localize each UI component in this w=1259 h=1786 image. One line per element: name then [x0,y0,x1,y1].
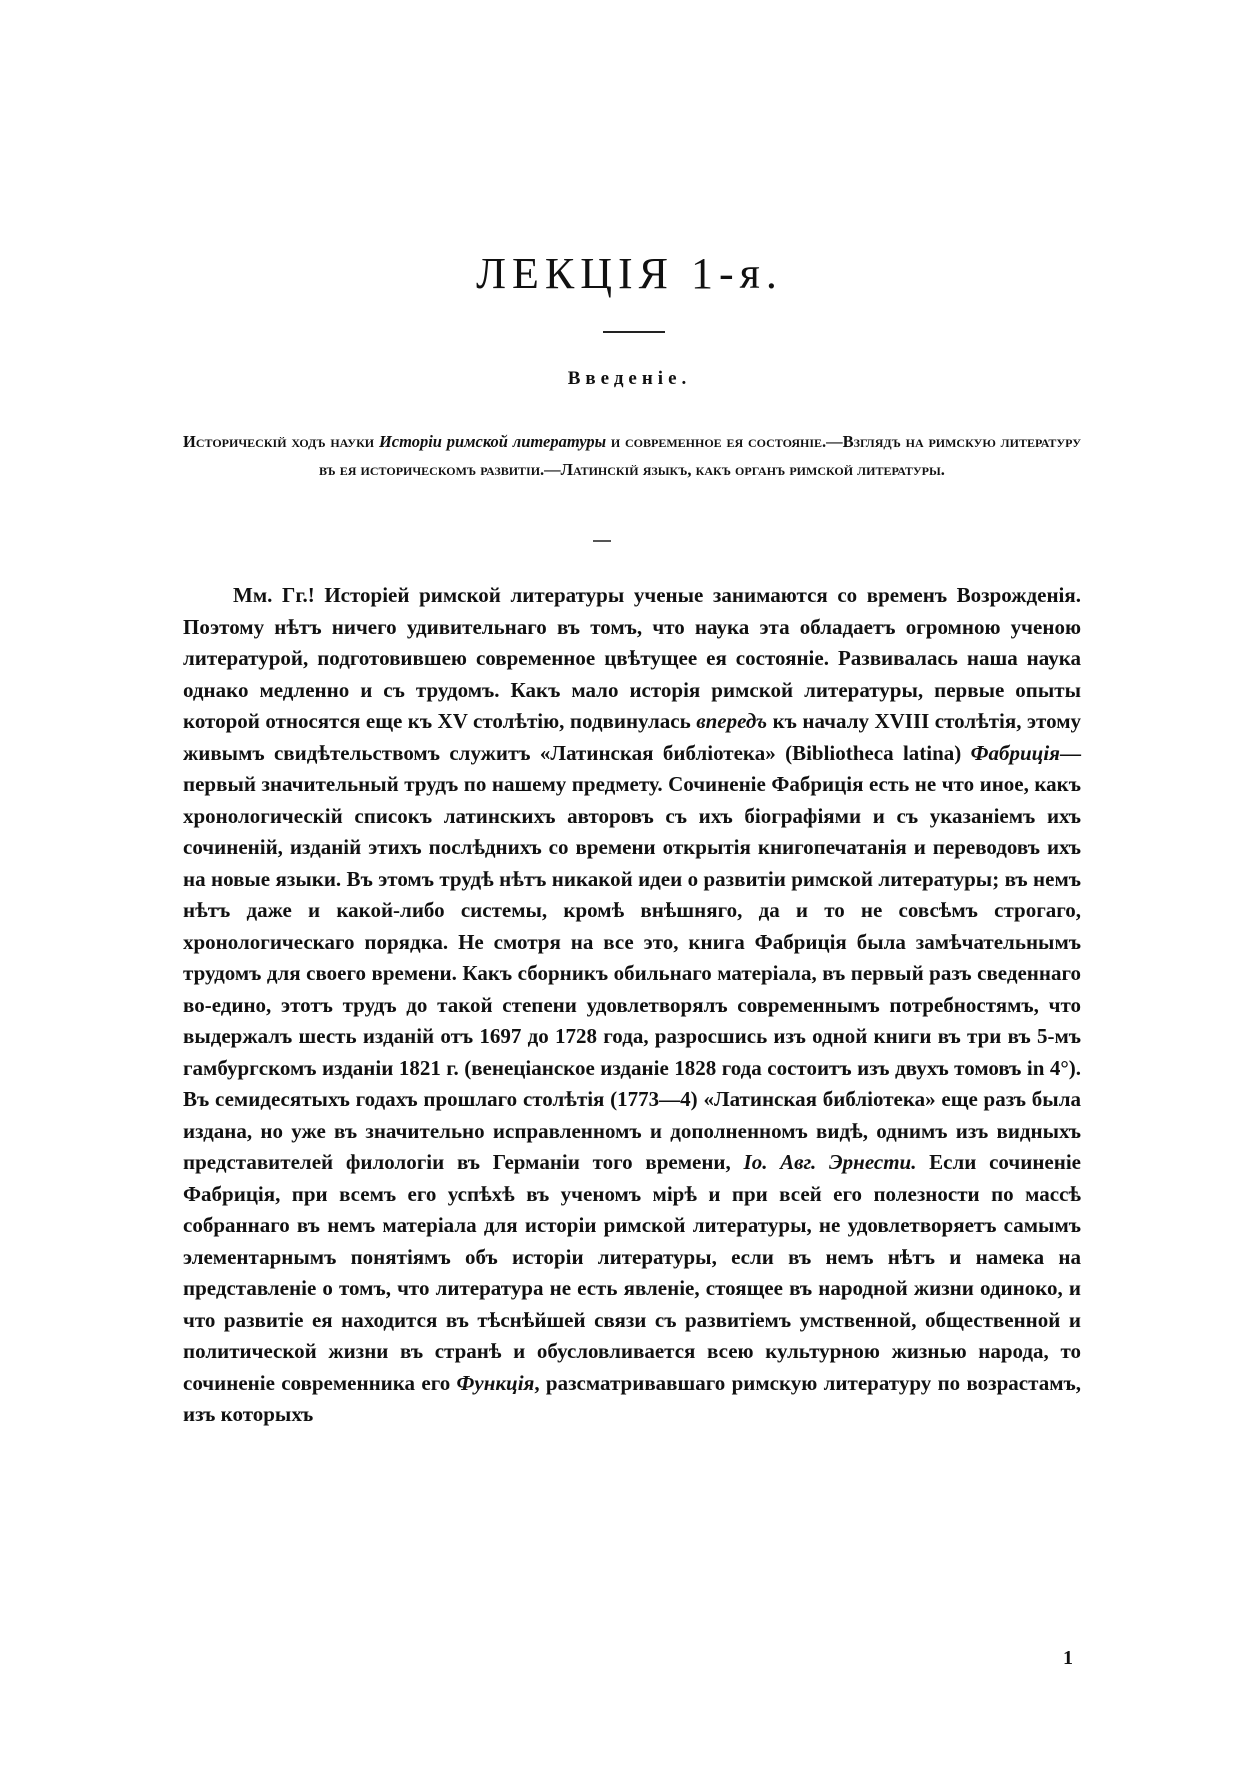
summary-italic: Исторіи римской литературы [378,432,607,451]
page-number: 1 [1063,1647,1073,1669]
body-italic-4: Функція [456,1370,535,1395]
lecture-title: ЛЕКЦІЯ 1-я. [476,249,783,298]
body-text-5: , разсматривавшаго римскую литературу по возрастамъ, изъ которыхъ [183,1370,1081,1426]
body-italic-2: Фабриція [970,740,1060,765]
section-heading: Введеніе. [567,368,692,389]
body-text-1: Мм. Гг.! Исторіей римской литературы ученые занимаются со временъ Возрожденія. Поэтому нѣтъ ничего удивительнаго въ томъ, что наука эта обладаетъ огромною ученою литературой, подготовившею современное цвѣтущее ея состояніе. Развивалась наша наука однако медленно и съ трудомъ. Какъ мало исторія римской литературы, первые опыты которой относятся еще къ XV столѣтію, подвинулась [183,583,1081,733]
summary-divider [593,540,611,542]
title-divider [603,331,665,333]
body-text-2: къ началу XVIII столѣтія, этому живымъ свидѣтельствомъ служитъ «Латинская библіотека» (Bibliotheca latina) [183,709,1082,765]
summary-text-2: и современное ея состояніе.—Взглядъ на римскую литературу въ ея историческомъ развитіи.—Латинскій языкъ, какъ органъ римской литературы. [319,432,1082,479]
body-text-4: Если сочиненіе Фабриція, при всемъ его успѣхѣ въ ученомъ мірѣ и при всей его полезности по массѣ собраннаго въ немъ матеріала для исторіи римской литературы, не удовлетворяетъ самымъ элементарнымъ понятіямъ объ исторіи литературы, если въ немъ нѣтъ и намека на представленіе о томъ, что литература не есть явленіе, стоящее въ народной жизни одиноко, и что развитіе ея находится въ тѣснѣйшей связи съ развитіемъ умственной, общественной и политической жизни въ странѣ и обусловливается всею культурною жизнью народа, то сочиненіе современника его [183,1150,1082,1395]
chapter-summary [183,428,1081,484]
body-italic-3: Іо. Авг. Эрнести. [743,1150,917,1174]
body-italic-1: впередъ [696,709,768,733]
summary-text-1: Историческій ходъ науки [183,432,379,451]
body-paragraph [183,580,1081,1431]
body-text-3: —первый значительный трудъ по нашему предмету. Сочиненіе Фабриція есть не что иное, какъ хронологическій списокъ латинскихъ авторовъ съ ихъ біографіями и съ указаніемъ ихъ сочиненій, изданій этихъ послѣднихъ со времени открытія книгопечатанія и переводовъ ихъ на новые языки. Въ этомъ трудѣ нѣтъ никакой идеи о развитіи римской литературы; въ немъ нѣтъ даже и какой-либо системы, кромѣ внѣшняго, да и то не совсѣмъ строгаго, хронологическаго порядка. Не смотря на все это, книга Фабриція была замѣчательнымъ трудомъ для своего времени. Какъ сборникъ обильнаго матеріала, въ первый разъ сведеннаго во-едино, этотъ трудъ до такой степени удовлетворялъ современнымъ потребностямъ, что выдержалъ шесть изданій отъ 1697 до 1728 года, разросшись изъ одной книги въ три въ 5-мъ гамбургскомъ изданіи 1821 г. (венеціанское изданіе 1828 года состоитъ изъ двухъ томовъ in 4°). Въ семидесятыхъ годахъ прошлаго столѣтія (1773—4) «Латинская библіотека» еще разъ была издана, но уже въ значительно исправленномъ и дополненномъ видѣ, однимъ изъ видныхъ представителей филологіи въ Германіи того времени, [183,740,1081,1174]
